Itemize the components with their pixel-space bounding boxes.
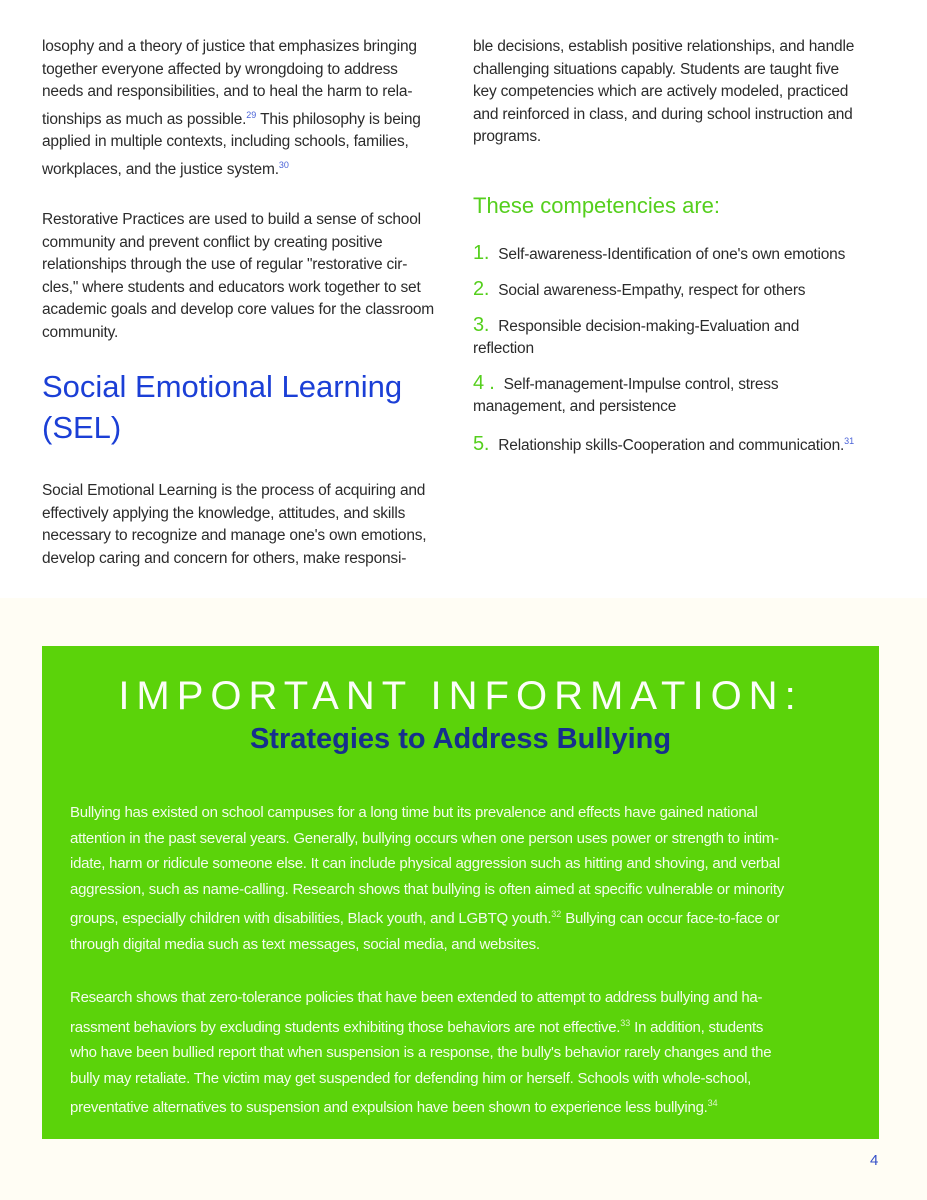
paragraph-zero-tolerance: Research shows that zero-tolerance policies that have been extended to attempt to address bullying and ha- rassment behaviors by excluding students exhibiting those behaviors are not effective.$^{33}$ In addition, students who have been bullied report that when suspension is a response, the bully's behavior rarely changes and the bully may retaliate. The victim may get suspended for defending him or herself. Schools with whole-school, preventative alternatives to suspension and expulsion have been shown to experience less bullying.$^{34}$ [70, 989, 772, 1116]
bottom-section [0, 598, 927, 1200]
list-item-relationship-skills [473, 430, 918, 457]
left-column [42, 36, 472, 570]
list-item-self-management [473, 372, 918, 418]
paragraph-restorative-philosophy: losophy and a theory of justice that emphasizes bringing together everyone affected by wrongdoing to address needs and responsibilities, and to heal the harm to rela- tionships as much as possible.$^{29}$ This philosophy is being applied in multiple contexts, including schools, families, workplaces, and the justice system.$^{30}$ [42, 38, 421, 178]
paragraph-sel-definition: Social Emotional Learning is the process of acquiring and effectively applying the knowledge, attitudes, and skills necessary to recognize and manage one's own emotions, develop caring and concern for others, make responsi- [42, 482, 427, 567]
list-item-self-awareness [473, 242, 918, 266]
list-number: 3. [473, 313, 490, 336]
competencies-list [473, 242, 918, 457]
page-number: 4 [870, 1152, 879, 1169]
top-section [0, 0, 927, 598]
list-item-text: Self-management-Impulse control, stress management, and persistence [473, 375, 779, 415]
list-item-text: Social awareness-Empathy, respect for others [498, 281, 806, 299]
heading-competencies: These competencies are: [473, 192, 721, 218]
important-information-box [42, 646, 879, 1139]
paragraph-bullying-overview: Bullying has existed on school campuses for a long time but its prevalence and effects have gained national attention in the past several years. Generally, bullying occurs when one person uses power or strength to intim- idate, harm or ridicule someone else. It can include physical aggression such as hitting and shoving, and verbal aggression, such as name-calling. Research shows that bullying is often aimed at specific vulnerable or minority groups, especially children with disabilities, Black youth, and LGBTQ youth.$^{32}$ Bullying can occur face-to-face or through digital media such as text messages, social media, and websites. [70, 804, 785, 953]
paragraph-sel-continued: ble decisions, establish positive relationships, and handle challenging situations capably. Students are taught five key competencies which are actively modeled, practiced and reinforced in class, and during school instruction and programs. [473, 38, 855, 145]
paragraph-restorative-practices: Restorative Practices are used to build a sense of school community and prevent conflict by creating positive relationships through the use of regular "restorative cir- cles," where students and educators work together to set academic goals and develop core values for the classroom community. [42, 211, 435, 341]
heading-social-emotional-learning: Social Emotional Learning (SEL) [42, 369, 403, 446]
list-item-social-awareness [473, 278, 918, 302]
info-box-subtitle: Strategies to Address Bullying [249, 723, 672, 755]
list-item-text: Self-awareness-Identification of one's own emotions [498, 245, 846, 263]
list-item-responsible-decision-making [473, 314, 918, 360]
list-number: 4 . [473, 371, 495, 394]
right-column [473, 36, 918, 469]
list-number: 5. [473, 432, 490, 455]
info-box-title: IMPORTANT INFORMATION: [118, 674, 803, 718]
list-item-text: Responsible decision-making-Evaluation and reflection [473, 317, 800, 357]
list-item-text: Relationship skills-Cooperation and communication.$^{31}$ [498, 435, 855, 454]
list-number: 2. [473, 277, 490, 300]
list-number: 1. [473, 241, 490, 264]
